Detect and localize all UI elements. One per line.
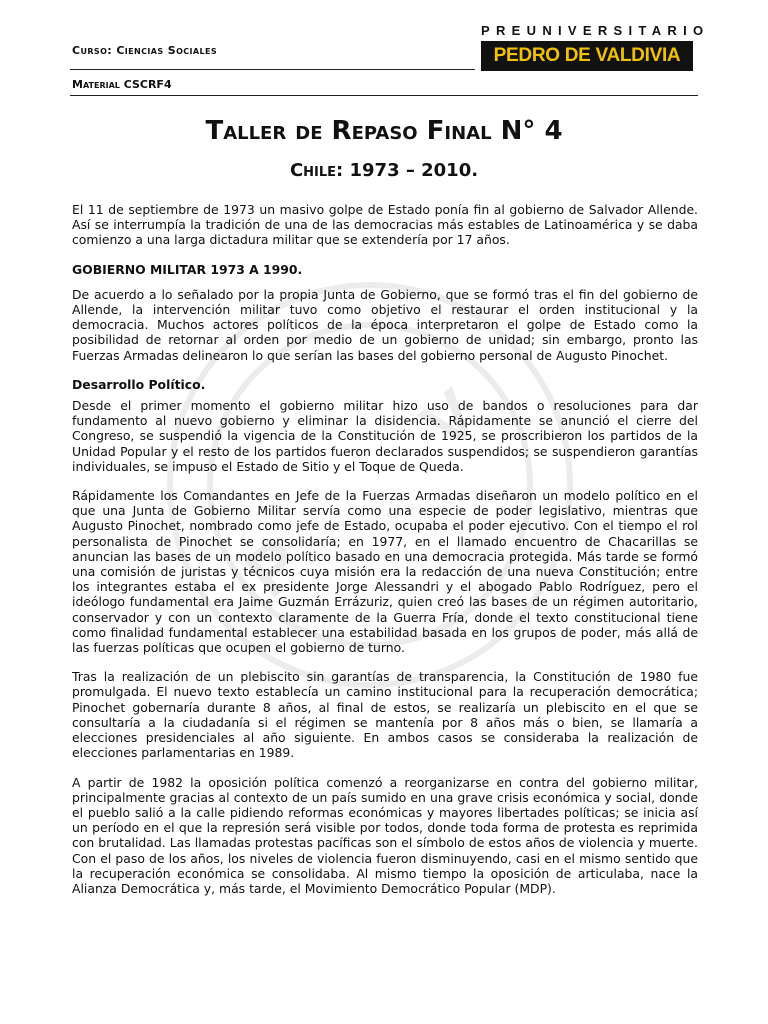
page-subtitle: Chile: 1973 – 2010. (289, 160, 479, 181)
header-divider (70, 69, 475, 70)
brand-tagline: PREUNIVERSITARIO (481, 23, 710, 38)
section-heading-gobierno-militar: GOBIERNO MILITAR 1973 A 1990. (72, 261, 303, 277)
brand-name: PEDRO DE VALDIVIA (481, 41, 693, 71)
section2-paragraph: Tras la realización de un plebiscito sin garantías de transparencia, la Constitución de 1980 fue promulgada. El nuevo texto establecía un camino institucional para la recuperación democrática; Pinochet gobernaría durante 8 años, al final de estos, se realizaría un plebiscito en el que se consultaría a la ciudadanía si el régimen se mantenía por 8 años más o bien, se llamaría a elecciones presidenciales al año siguiente. En ambos casos se consideraba la realización de elecciones parlamentarias en 1989. (72, 669, 698, 761)
document-body (72, 202, 698, 910)
intro-paragraph: El 11 de septiembre de 1973 un masivo golpe de Estado ponía fin al gobierno de Salvador Allende. Así se interrumpía la tradición de una de las democracias más estables de Latinoamérica y se daba comienzo a una larga dictadura militar que se extendería por 17 años. (72, 202, 698, 248)
brand-logo (481, 23, 710, 71)
section-heading-desarrollo-politico: Desarrollo Político. (72, 376, 206, 392)
section2-paragraph: Desde el primer momento el gobierno militar hizo uso de bandos o resoluciones para dar fundamento al nuevo gobierno y eliminar la disidencia. Rápidamente se anunció el cierre del Congreso, se suspendió la vigencia de la Constitución de 1925, se proscribieron los partidos de la Unidad Popular y el resto de los partidos fueron declarados suspendidos; se suspendieron garantías individuales, se impuso el Estado de Sitio y el Toque de Queda. (72, 398, 698, 474)
section2-paragraph: A partir de 1982 la oposición política comenzó a reorganizarse en contra del gobierno militar, principalmente gracias al contexto de un país sumido en una grave crisis económica y social, donde el pueblo salió a la calle pidiendo reformas económicas y mayores libertades políticas; se inicia así un período en el que la represión será visible por todos, donde toda forma de protesta es reprimida con brutalidad. Las llamadas protestas pacíficas son el símbolo de estos años de violencia y muerte. Con el paso de los años, los niveles de violencia fueron disminuyendo, casi en el mismo sentido que la recuperación económica se consolidaba. Al mismo tiempo la oposición de articulaba, nace la Alianza Democrática y, más tarde, el Movimiento Democrático Popular (MDP). (72, 774, 698, 896)
section2-paragraph: Rápidamente los Comandantes en Jefe de la Fuerzas Armadas diseñaron un modelo político en el que una Junta de Gobierno Militar servía como una especie de poder legislativo, mientras que Augusto Pinochet, nombrado como jefe de Estado, ocupaba el poder ejecutivo. Con el tiempo el rol personalista de Pinochet se consolidaría; en 1977, en el llamado encuentro de Chacarillas se anuncian las bases de un modelo político basado en una democracia protegida. Más tarde se formó una comisión de juristas y técnicos cuya misión era la redacción de una nueva Constitución; entre los integrantes estaba el ex presidente Jorge Alessandri y el abogado Pablo Rodríguez, pero el ideólogo fundamental era Jaime Guzmán Errázuriz, quien creó las bases de un régimen autoritario, conservador y con un contexto claramente de la Guerra Fría, donde el texto constitucional tiene como finalidad fundamental establecer una estabilidad basada en los grupos de poder, más allá de las fuerzas políticas que ocupen el gobierno de turno. (72, 488, 698, 656)
course-label: Curso: Ciencias Sociales (72, 44, 218, 57)
material-code: Material CSCRF4 (72, 78, 172, 91)
section1-paragraph: De acuerdo a lo señalado por la propia Junta de Gobierno, que se formó tras el fin del gobierno de Allende, la intervención militar tuvo como objetivo el restaurar el orden institucional y la democracia. Muchos actores políticos de la época interpretaron el golpe de Estado como la posibilidad de retornar al orden por medio de un gobierno de unidad; sin embargo, pronto las Fuerzas Armadas delinearon lo que serían las bases del gobierno personal de Augusto Pinochet. (72, 286, 698, 363)
header-divider-full (70, 95, 698, 96)
page-title: Taller de Repaso Final N° 4 (205, 116, 563, 146)
svg-text:P: P (230, 522, 317, 613)
svg-text:V: V (406, 374, 493, 465)
